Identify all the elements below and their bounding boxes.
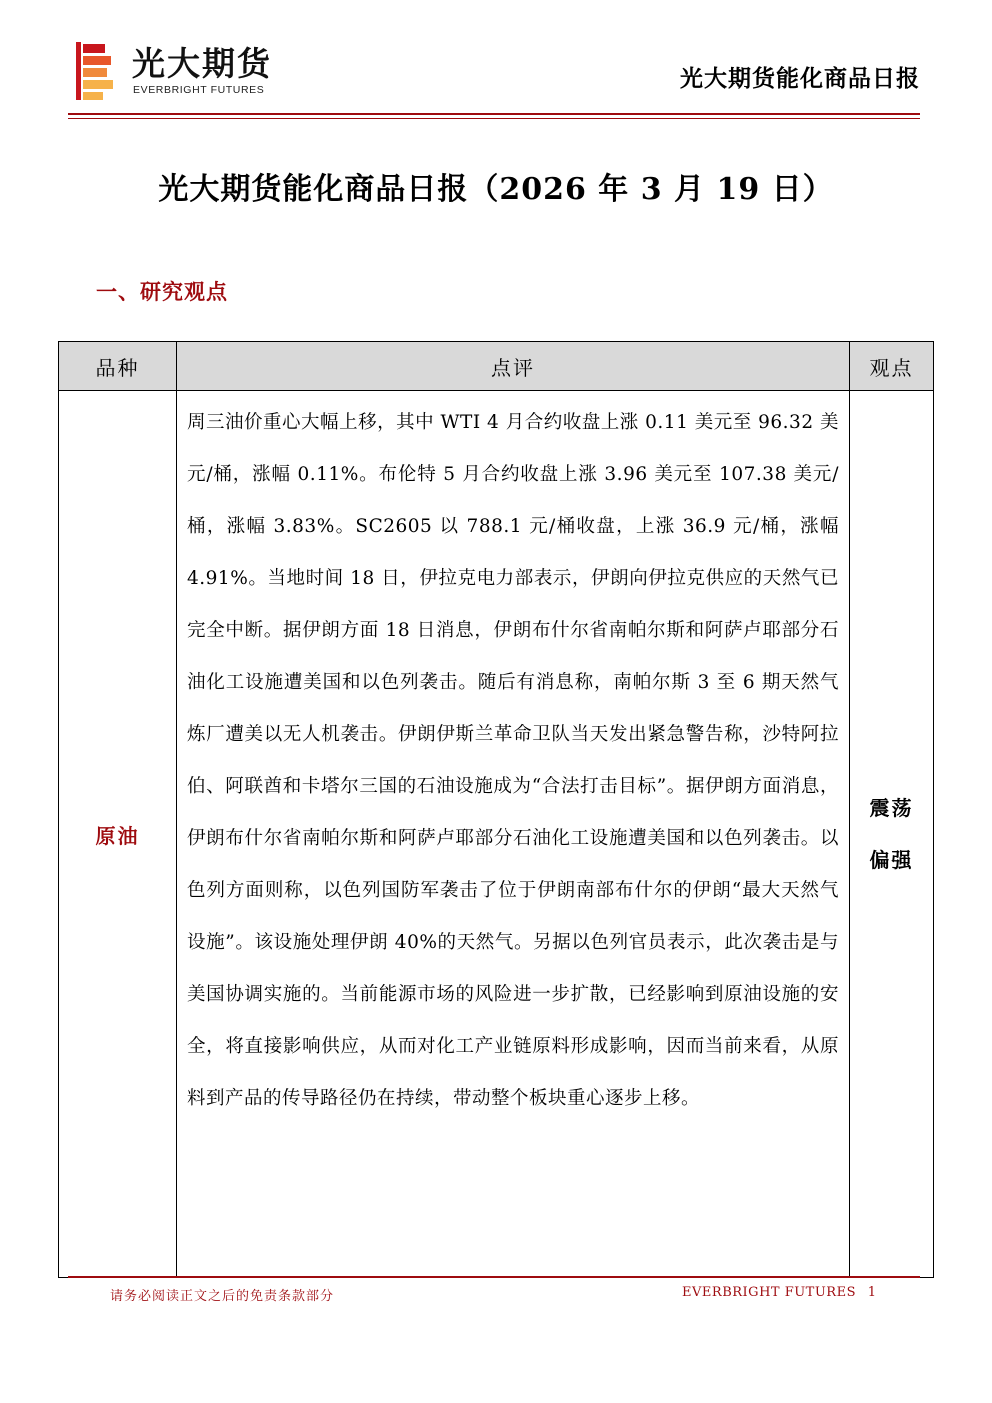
table-row xyxy=(59,391,934,1278)
comment-cell: 周三油价重心大幅上移，其中 WTI 4 月合约收盘上涨 0.11 美元至 96.32 美元/桶，涨幅 0.11%。布伦特 5 月合约收盘上涨 3.96 美元至 107.38 美元/桶，涨幅 3.83%。SC2605 以 788.1 元/桶收盘，上涨 36.9 元/桶，涨幅 4.91%。当地时间 18 日，伊拉克电力部表示，伊朗向伊拉克供应的天然气已完全中断。据伊朗方面 18 日消息，伊朗布什尔省南帕尔斯和阿萨卢耶部分石油化工设施遭美国和以色列袭击。随后有消息称，南帕尔斯 3 至 6 期天然气炼厂遭美以无人机袭击。伊朗伊斯兰革命卫队当天发出紧急警告称，沙特阿拉伯、阿联酋和卡塔尔三国的石油设施成为“合法打击目标”。据伊朗方面消息，伊朗布什尔省南帕尔斯和阿萨卢耶部分石油化工设施遭美国和以色列袭击。以色列方面则称，以色列国防军袭击了位于伊朗南部布什尔的伊朗“最大天然气设施”。该设施处理伊朗 40%的天然气。另据以色列官员表示，此次袭击是与美国协调实施的。当前能源市场的风险进一步扩散，已经影响到原油设施的安全，将直接影响供应，从而对化工产业链原料形成影响，因而当前来看，从原料到产品的传导路径仍在持续，带动整个板块重心逐步上移。 xyxy=(177,391,850,1278)
view-line-2: 偏强 xyxy=(869,848,914,872)
section-heading: 一、研究观点 xyxy=(96,279,228,304)
company-logo xyxy=(76,42,296,100)
header-comment: 点评 xyxy=(177,342,850,391)
research-view-table xyxy=(58,341,934,1278)
everbright-logo-icon xyxy=(76,42,114,100)
table-header-row xyxy=(59,342,934,391)
logo-cn-text: 光大期货 xyxy=(132,44,272,83)
footer-disclaimer: 请务必阅读正文之后的免责条款部分 xyxy=(110,1289,335,1304)
category-cell: 原油 xyxy=(59,391,177,1278)
document-title: 光大期货能化商品日报（2026 年 3 月 19 日） xyxy=(158,172,834,207)
view-cell xyxy=(850,391,934,1278)
header-divider xyxy=(68,113,920,115)
header-view: 观点 xyxy=(850,342,934,391)
view-line-1: 震荡 xyxy=(869,796,914,820)
header-category: 品种 xyxy=(59,342,177,391)
footer-brand: EVERBRIGHT FUTURES xyxy=(682,1285,856,1300)
header-divider-thin xyxy=(68,118,920,119)
footer-divider xyxy=(68,1276,920,1278)
report-name: 光大期货能化商品日报 xyxy=(680,65,920,92)
page-number: 1 xyxy=(867,1285,876,1300)
logo-en-text: EVERBRIGHT FUTURES xyxy=(133,84,265,96)
